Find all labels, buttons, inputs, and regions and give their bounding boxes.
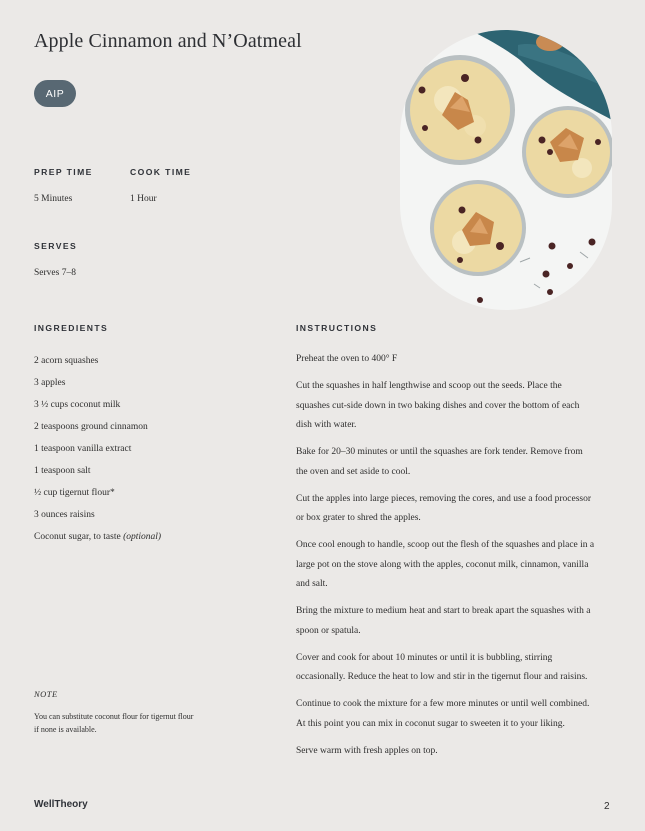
oatmeal-photo <box>400 30 612 310</box>
instruction-step: Bring the mixture to medium heat and start to break apart the squashes with a spoon or spatula. <box>296 606 591 636</box>
instruction-step: Cut the squashes in half lengthwise and scoop out the seeds. Place the squashes cut-side down in two baking dishes and cover the bottom of each dish with water. <box>296 381 580 430</box>
optional-tag: (optional) <box>123 532 162 542</box>
note-heading: NOTE <box>34 689 58 699</box>
ingredient-item: 3 ½ cups coconut milk <box>34 400 121 410</box>
ingredient-item: ½ cup tigernut flour* <box>34 488 115 498</box>
prep-time-label: PREP TIME <box>34 167 93 177</box>
instruction-step: Preheat the oven to 400° F <box>296 354 398 364</box>
instruction-step: Serve warm with fresh apples on top. <box>296 745 438 756</box>
page-number: 2 <box>604 801 610 812</box>
note-text: You can substitute coconut flour for tigernut flour if none is available. <box>34 712 194 734</box>
recipe-title: Apple Cinnamon and N’Oatmeal <box>34 30 302 52</box>
instructions-heading: INSTRUCTIONS <box>296 323 378 333</box>
ingredient-item: 1 teaspoon vanilla extract <box>34 444 132 454</box>
ingredients-list <box>34 352 161 550</box>
diet-badge: AIP <box>34 80 76 107</box>
instruction-step: Cover and cook for about 10 minutes or until it is bubbling, stirring occasionally. Reduce the heat to low and stir in the tigernut flour and raisins. <box>296 652 588 682</box>
ingredient-item: 3 ounces raisins <box>34 510 95 520</box>
serves-label: SERVES <box>34 241 78 251</box>
ingredient-item: 1 teaspoon salt <box>34 466 91 476</box>
ingredients-heading: INGREDIENTS <box>34 323 109 333</box>
ingredient-item: 2 acorn squashes <box>34 356 99 366</box>
brand-logo: WellTheory <box>34 799 88 810</box>
cook-time-label: COOK TIME <box>130 167 192 177</box>
serves-value: Serves 7–8 <box>34 268 76 278</box>
ingredient-item-optional <box>34 528 161 550</box>
ingredient-item: 3 apples <box>34 378 66 388</box>
cook-time-value: 1 Hour <box>130 194 157 204</box>
instruction-step: Once cool enough to handle, scoop out the flesh of the squashes and place in a large pot on the stove along with the apples, coconut milk, cinnamon, vanilla and salt. <box>296 540 595 589</box>
instruction-step: Continue to cook the mixture for a few more minutes or until well combined. At this point you can mix in coconut sugar to sweeten it to your liking. <box>296 699 590 729</box>
prep-time-value: 5 Minutes <box>34 194 73 204</box>
instructions-list <box>296 350 596 769</box>
ingredient-item-text: Coconut sugar, to taste <box>34 532 121 542</box>
instruction-step: Bake for 20–30 minutes or until the squashes are fork tender. Remove from the oven and set aside to cool. <box>296 447 583 477</box>
instruction-step: Cut the apples into large pieces, removing the cores, and use a food processor or box grater to shred the apples. <box>296 493 592 523</box>
ingredient-item: 2 teaspoons ground cinnamon <box>34 422 148 432</box>
